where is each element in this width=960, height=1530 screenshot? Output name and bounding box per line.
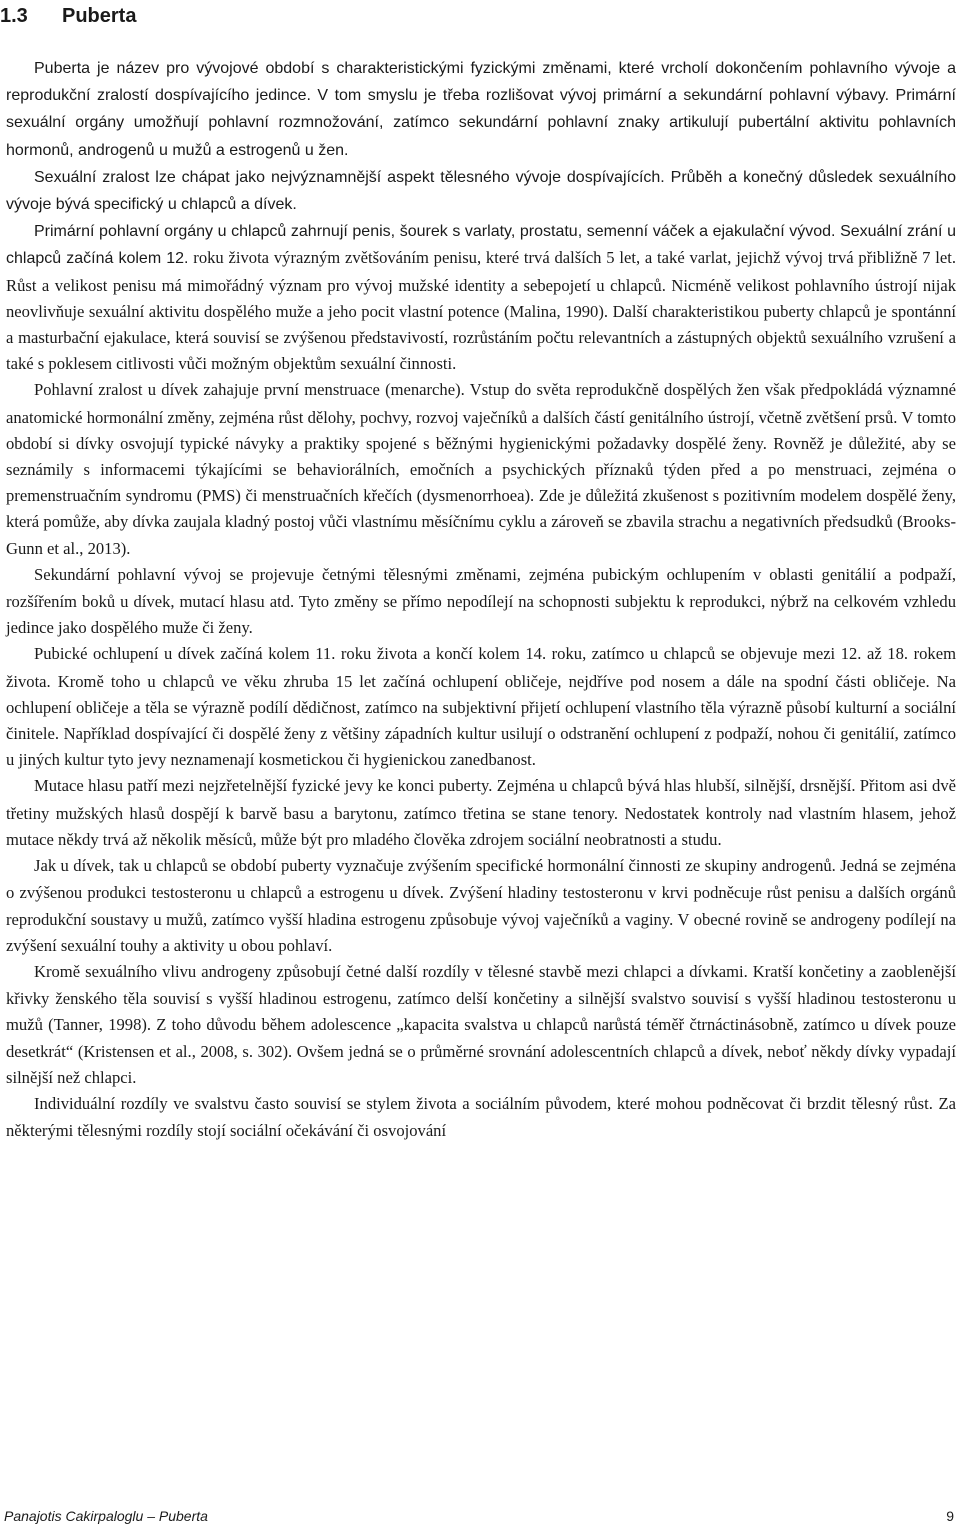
paragraph <box>6 959 956 1091</box>
body-text <box>6 55 956 1144</box>
paragraph <box>6 853 956 959</box>
paragraph-text: Individuální rozdíly ve svalstvu často souvisí se stylem života a sociálním původem, které mohou podněcovat či brzdit tělesný růst. Za některými tělesnými rozdíly stojí sociální očekávání či osvojování <box>6 1093 956 1141</box>
paragraph-text: Pubické ochlupení u dívek začíná kolem 11. roku života a končí kolem 14. roku, zatímco u chlapců se objevuje mezi 12. až 18. rokem života. Kromě toho u chlapců ve věku zhruba 15 let začíná ochlupení obličeje, nejdříve pod nosem a dále na spodní části obličeje. Na ochlupení obličeje a těla se výrazně podílí dědičnost, zatímco na subjektivní přijetí ochlupení vlastního těla výrazně působí kulturní a sociální činitele. Například dospívající či dospělé ženy z většiny západních kultur usilují o odstranění ochlupení z podpaží, nohou či genitálií, zatímco u jiných kultur tyto jevy neznamenají kosmetickou či hygienickou zanedbanost. <box>6 644 956 770</box>
running-title: Panajotis Cakirpaloglu – Puberta <box>4 1508 208 1524</box>
paragraph-text: roku života výrazným zvětšováním penisu, které trvá dalších 5 let, a také varlat, jejichž vývoj trvá přibližně 7 let. Růst a velikost penisu má mimořádný význam pro vývoj mužské identity a sebepojetí u chlapců. Nicméně velikost pohlavního ústrojí nijak neovlivňuje sexuální aktivitu dospělého muže a jeho pocit vlastní potence (Malina, 1990). Další charakteristikou puberty chlapců je spontánní a masturbační ejakulace, která souvisí se zvýšenou představivostí, rozrůstáním počtu relevantních a zástupných objektů sexuálního vzrušení a také s poklesem citlivosti vůči možným objektům sexuální činnosti. <box>6 248 957 374</box>
paragraph-sans-text: Sexuální zralost lze chápat jako nejvýznamnější aspekt tělesného vývoje dospívajících. Průběh a konečný důsledek sexuálního vývoje bývá specifický u chlapců a dívek. <box>6 168 956 214</box>
section-heading <box>0 0 960 32</box>
paragraph-text: Kromě sexuálního vlivu androgeny způsobují četné další rozdíly v tělesné stavbě mezi chlapci a dívkami. Kratší končetiny a zaoblenější křivky ženského těla souvisí s vyšší hladinou estrogenu, zatímco delší končetiny a silnější svalstvo souvisí s vyšší hladinou testosteronu u mužů (Tanner, 1998). Z toho důvodu během adolescence „kapacita svalstva u chlapců narůstá téměř čtrnáctinásobně, zatímco u dívek pouze desetkrát“ (Kristensen et al., 2008, s. 302). Ovšem jedná se o průměrné srovnání adolescentních chlapců a dívek, neboť někdy dívky vypadají silnější než chlapci. <box>6 961 956 1087</box>
paragraph-sans-text: Puberta je název pro vývojové období s charakteristickými fyzickými změnami, které vrcholí dokončením pohlavního vývoje a reprodukční zralostí dospívajícího jedince. V tom smyslu je třeba rozlišovat vývoj primární a sekundární pohlavní výbavy. Primární sexuální orgány umožňují pohlavní rozmnožování, zatímco sekundární pohlavní znaky artikulují pubertální aktivitu pohlavních hormonů, androgenů u mužů a estrogenů u žen. <box>6 60 956 159</box>
paragraph <box>6 218 956 377</box>
section-number: 1.3 <box>0 5 28 27</box>
paragraph <box>6 1091 956 1144</box>
paragraph-text: Sekundární pohlavní vývoj se projevuje četnými tělesnými změnami, zejména pubickým ochlupením v oblasti genitálií a podpaží, rozšířením boků u dívek, mutací hlasu atd. Tyto změny se přímo nepodílejí na schopnosti subjektu k reprodukci, nýbrž na celkovém vzhledu jedince jako dospělého muže či ženy. <box>6 564 956 638</box>
paragraph <box>6 773 956 853</box>
paragraph-text: Pohlavní zralost u dívek zahajuje první menstruace (menarche). Vstup do světa reprodukčně dospělých žen však předpokládá významné anatomické hormonální změny, zejména růst dělohy, pochvy, rozvoj vaječníků a dalších částí genitálního ústrojí, včetně zvětšení prsů. V tomto období si dívky osvojují typické návyky a praktiky spojené s běžnými hygienickými požadavky dospělé ženy. Rovněž je důležité, aby se seznámily s informacemi týkajícími se behaviorálních, emočních a psychických příznaků týden před a po menstruaci, zejména o premenstruačním syndromu (PMS) či menstruačních křečích (dysmenorrhoea). Zde je důležitá zkušenost s pozitivním modelem dospělé ženy, která pomůže, aby dívka zaujala kladný postoj vůči vlastnímu měsíčnímu cyklu a zároveň se zbavila strachu a negativních předsudků (Brooks-Gunn et al., 2013). <box>6 380 956 558</box>
paragraph <box>6 377 956 561</box>
paragraph-text: Mutace hlasu patří mezi nejzřetelnější fyzické jevy ke konci puberty. Zejména u chlapců bývá hlas hlubší, silnější, drsnější. Přitom asi dvě třetiny mužských hlasů dospějí k barvě basu a barytonu, zatímco třetina se stane tenory. Nedostatek kontroly nad vlastním hlasem, jehož mutace někdy trvá až několik měsíců, může být pro mladého člověka zdrojem sociální neobratnosti a studu. <box>6 776 956 849</box>
paragraph <box>6 641 956 773</box>
paragraph <box>6 164 956 218</box>
paragraph <box>6 55 956 164</box>
paragraph-text: Jak u dívek, tak u chlapců se období puberty vyznačuje zvýšením specifické hormonální činnosti ze skupiny androgenů. Jedná se zejména o zvýšenou produkci testosteronu u chlapců a estrogenu u dívek. Zvýšení hladiny testosteronu v krvi podněcuje růst penisu a dalších orgánů reprodukční soustavy u mužů, zatímco vyšší hladina estrogenu způsobuje vývoj vaječníků a vaginy. V obecné rovině se androgeny podílejí na zvýšení sexuální touhy a aktivity u obou pohlaví. <box>6 856 956 955</box>
paragraph <box>6 562 956 642</box>
section-title: Puberta <box>62 5 137 27</box>
page-footer <box>0 1504 960 1528</box>
paragraph-sans-text: Primární pohlavní orgány u chlapců zahrnují penis, šourek s varlaty, prostatu, semenní váček a ejakulační vývod. Sexuální zrání u chlapců začíná kolem 12. <box>6 223 956 268</box>
page-number: 9 <box>946 1508 954 1524</box>
